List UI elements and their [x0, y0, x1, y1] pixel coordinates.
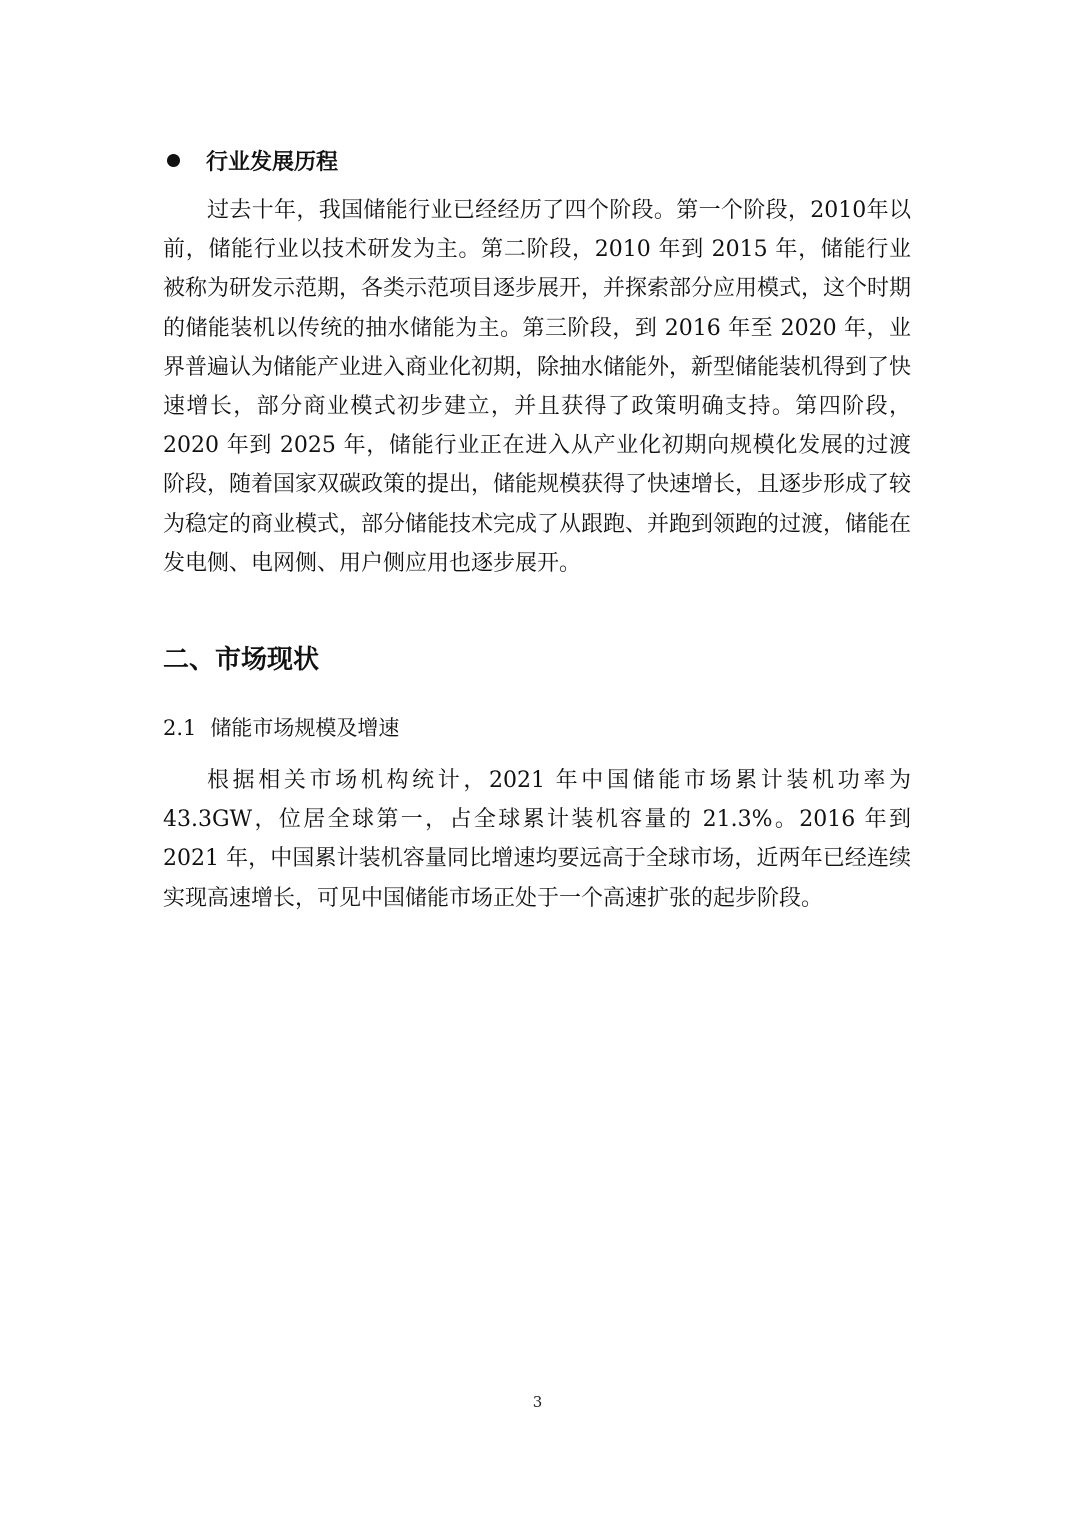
subsection-heading — [163, 708, 399, 748]
bullet-icon — [167, 154, 180, 167]
subsection-number: 2.1 — [163, 716, 197, 740]
history-heading-text: 行业发展历程 — [206, 148, 339, 175]
market-section-heading: 二、市场现状 — [163, 645, 320, 675]
market-paragraph: 根据相关市场机构统计，2021 年中国储能市场累计装机功率为 43.3GW，位居全球第一，占全球累计装机容量的 21.3%。2016 年到 2021 年，中国累计装机容量同比增速均要远高于全球市场，近两年已经连续实现高速增长，可见中国储能市场正处于一个高速扩张的起步阶段。 — [163, 768, 911, 911]
history-heading — [163, 144, 338, 176]
page-number: 3 — [532, 1393, 543, 1411]
history-paragraph: 过去十年，我国储能行业已经经历了四个阶段。第一个阶段，2010年以前，储能行业以技术研发为主。第二阶段，2010 年到 2015 年，储能行业被称为研发示范期，各类示范项目逐步展开，并探索部分应用模式，这个时期的储能装机以传统的抽水储能为主。第三阶段，到 2016 年至 2020 年，业界普遍认为储能产业进入商业化初期，除抽水储能外，新型储能装机得到了快速增长，部分商业模式初步建立，并且获得了政策明确支持。第四阶段，2020 年到 2025 年，储能行业正在进入从产业化初期向规模化发展的过渡阶段，随着国家双碳政策的提出，储能规模获得了快速增长，且逐步形成了较为稳定的商业模式，部分储能技术完成了从跟跑、并跑到领跑的过渡，储能在发电侧、电网侧、用户侧应用也逐步展开。 — [163, 198, 912, 576]
subsection-title: 储能市场规模及增速 — [210, 716, 400, 740]
